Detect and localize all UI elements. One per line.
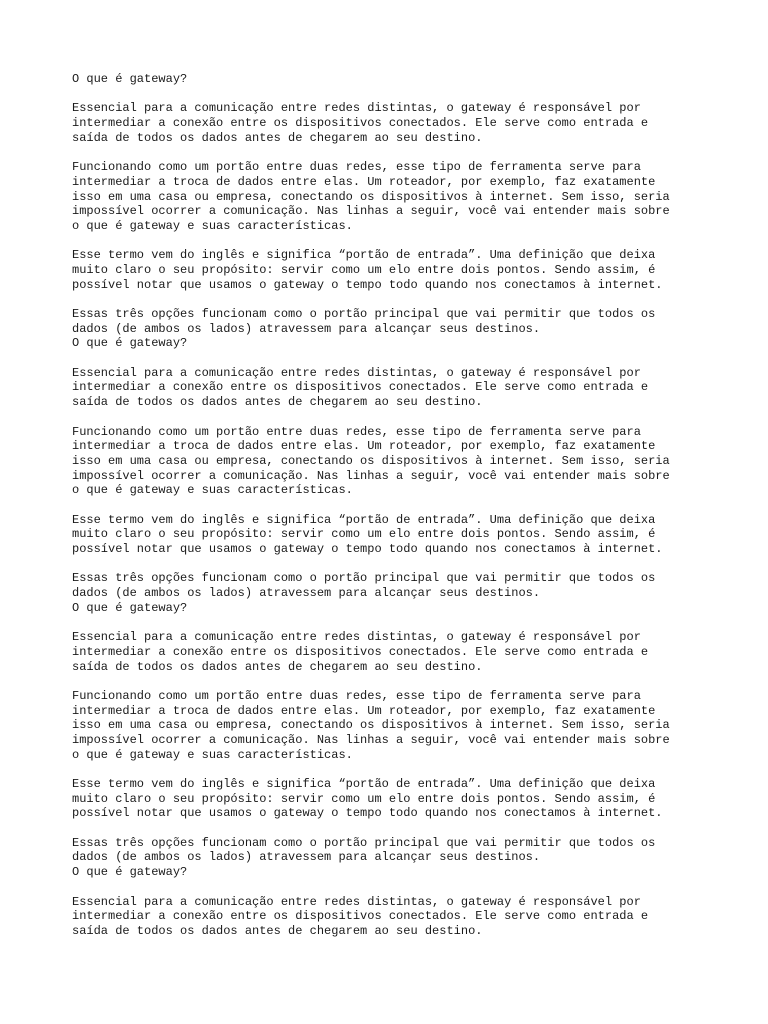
text-line: saída de todos os dados antes de chegarem ao seu destino. xyxy=(72,659,483,674)
paragraph xyxy=(72,160,702,233)
paragraph xyxy=(72,307,702,351)
text-line: o que é gateway e suas características. xyxy=(72,218,353,233)
text-line: saída de todos os dados antes de chegarem ao seu destino. xyxy=(72,130,483,145)
text-line: muito claro o seu propósito: servir como um elo entre dois pontos. Sendo assim, é xyxy=(72,262,656,277)
text-line: impossível ocorrer a comunicação. Nas linhas a seguir, você vai entender mais sobre xyxy=(72,204,670,219)
text-line: muito claro o seu propósito: servir como um elo entre dois pontos. Sendo assim, é xyxy=(72,791,656,806)
text-line: Essencial para a comunicação entre redes distintas, o gateway é responsável por xyxy=(72,630,641,645)
paragraph xyxy=(72,689,702,762)
text-line: Funcionando como um portão entre duas redes, esse tipo de ferramenta serve para xyxy=(72,688,641,703)
text-line: Essencial para a comunicação entre redes distintas, o gateway é responsável por xyxy=(72,101,641,116)
text-line: O que é gateway? xyxy=(72,600,188,615)
paragraph xyxy=(72,777,702,821)
paragraph xyxy=(72,366,702,410)
paragraph xyxy=(72,101,702,145)
paragraph xyxy=(72,895,702,939)
text-line: dados (de ambos os lados) atravessem para alcançar seus destinos. xyxy=(72,586,541,601)
text-line: intermediar a conexão entre os dispositivos conectados. Ele serve como entrada e xyxy=(72,909,649,924)
text-line: Funcionando como um portão entre duas redes, esse tipo de ferramenta serve para xyxy=(72,424,641,439)
paragraph xyxy=(72,72,702,87)
text-line: possível notar que usamos o gateway o tempo todo quando nos conectamos à internet. xyxy=(72,542,663,556)
text-line: muito claro o seu propósito: servir como um elo entre dois pontos. Sendo assim, é xyxy=(72,527,656,542)
text-line: saída de todos os dados antes de chegarem ao seu destino. xyxy=(72,923,483,938)
paragraph xyxy=(72,571,702,615)
text-line: Essas três opções funcionam como o portão principal que vai permitir que todos os xyxy=(72,835,656,850)
text-line: Essas três opções funcionam como o portão principal que vai permitir que todos os xyxy=(72,571,656,586)
text-line: isso em uma casa ou empresa, conectando os dispositivos à internet. Sem isso, seria xyxy=(72,189,670,204)
text-line: isso em uma casa ou empresa, conectando os dispositivos à internet. Sem isso, seria xyxy=(72,453,670,468)
text-line: O que é gateway? xyxy=(72,336,188,351)
text-line: dados (de ambos os lados) atravessem para alcançar seus destinos. xyxy=(72,850,541,865)
text-line: intermediar a conexão entre os dispositivos conectados. Ele serve como entrada e xyxy=(72,380,649,395)
document-body xyxy=(72,72,702,939)
text-line: intermediar a troca de dados entre elas. Um roteador, por exemplo, faz exatamente xyxy=(72,439,656,454)
text-line: saída de todos os dados antes de chegarem ao seu destino. xyxy=(72,395,483,410)
paragraph xyxy=(72,836,702,880)
text-line: O que é gateway? xyxy=(72,865,188,880)
paragraph xyxy=(72,425,702,498)
text-line: Funcionando como um portão entre duas redes, esse tipo de ferramenta serve para xyxy=(72,160,641,175)
text-line: intermediar a conexão entre os dispositivos conectados. Ele serve como entrada e xyxy=(72,644,649,659)
text-line: possível notar que usamos o gateway o tempo todo quando nos conectamos à internet. xyxy=(72,277,663,292)
text-line: Esse termo vem do inglês e significa “portão de entrada”. Uma definição que deixa xyxy=(72,512,656,527)
text-line: O que é gateway? xyxy=(72,72,188,86)
text-line: Esse termo vem do inglês e significa “portão de entrada”. Uma definição que deixa xyxy=(72,248,656,263)
text-line: impossível ocorrer a comunicação. Nas linhas a seguir, você vai entender mais sobre xyxy=(72,468,670,483)
paragraph xyxy=(72,630,702,674)
text-line: intermediar a conexão entre os dispositivos conectados. Ele serve como entrada e xyxy=(72,116,649,131)
text-line: intermediar a troca de dados entre elas. Um roteador, por exemplo, faz exatamente xyxy=(72,174,656,189)
text-line: impossível ocorrer a comunicação. Nas linhas a seguir, você vai entender mais sobre xyxy=(72,732,670,747)
text-line: Essencial para a comunicação entre redes distintas, o gateway é responsável por xyxy=(72,894,641,909)
text-line: isso em uma casa ou empresa, conectando os dispositivos à internet. Sem isso, seria xyxy=(72,718,670,733)
text-line: Esse termo vem do inglês e significa “portão de entrada”. Uma definição que deixa xyxy=(72,777,656,791)
text-line: Essencial para a comunicação entre redes distintas, o gateway é responsável por xyxy=(72,365,641,380)
text-line: intermediar a troca de dados entre elas. Um roteador, por exemplo, faz exatamente xyxy=(72,703,656,718)
text-line: Essas três opções funcionam como o portão principal que vai permitir que todos os xyxy=(72,307,656,321)
text-line: dados (de ambos os lados) atravessem para alcançar seus destinos. xyxy=(72,321,541,336)
text-line: o que é gateway e suas características. xyxy=(72,483,353,498)
text-line: o que é gateway e suas características. xyxy=(72,747,353,762)
paragraph xyxy=(72,513,702,557)
text-line: possível notar que usamos o gateway o tempo todo quando nos conectamos à internet. xyxy=(72,806,663,821)
paragraph xyxy=(72,248,702,292)
